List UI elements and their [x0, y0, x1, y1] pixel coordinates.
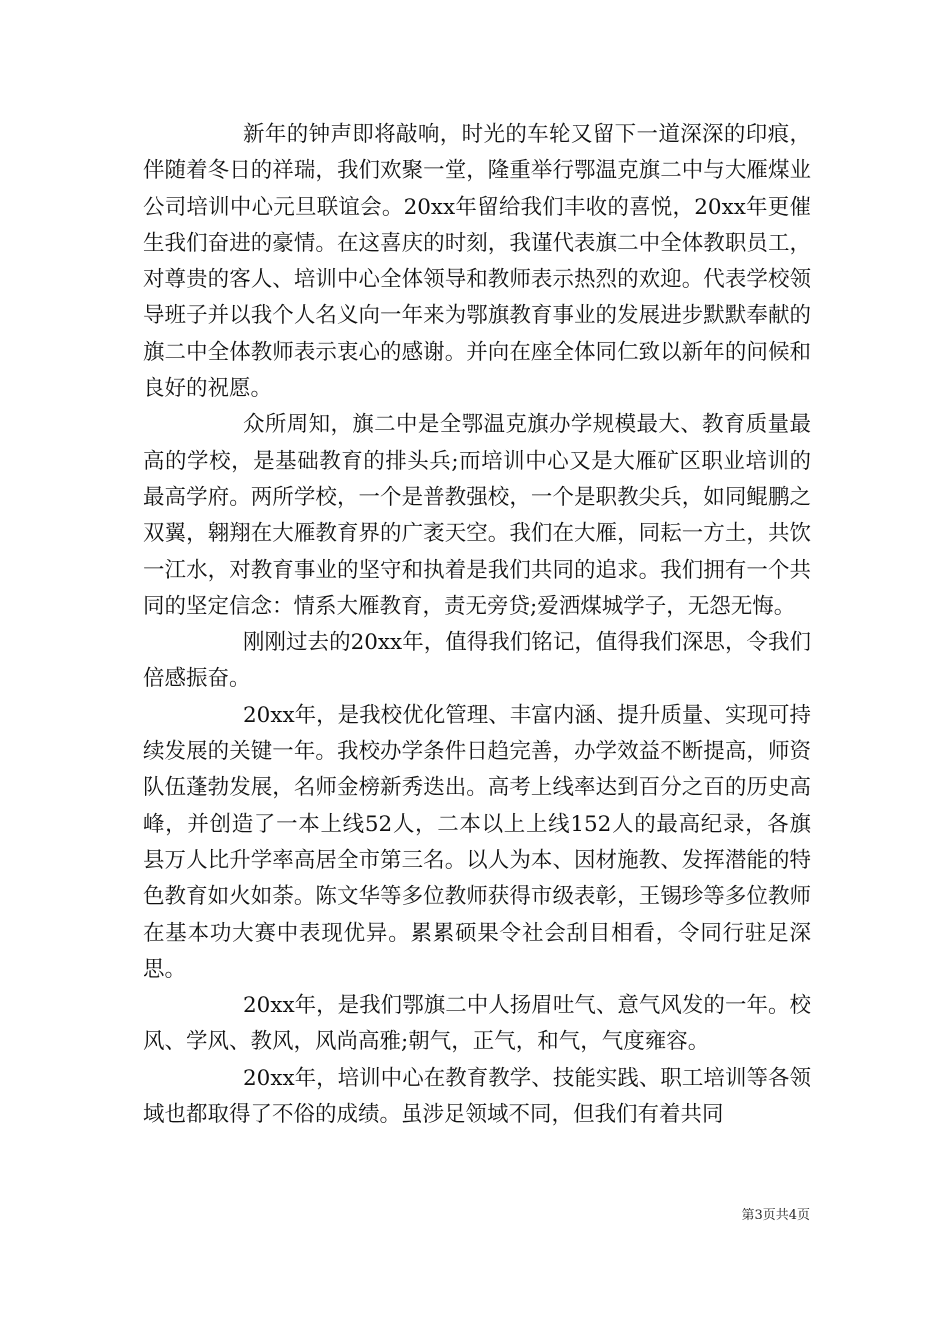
paragraph-3: 刚刚过去的20xx年，值得我们铭记，值得我们深思，令我们倍感振奋。 — [143, 630, 811, 692]
paragraph-4: 20xx年，是我校优化管理、丰富内涵、提升质量、实现可持续发展的关键一年。我校办学条件日趋完善，办学效益不断提高，师资队伍蓬勃发展，名师金榜新秀迭出。高考上线率达到百分之百的历史高峰，并创造了一本上线52人，二本以上上线152人的最高纪录，各旗县万人比升学率高居全市第三名。以人为本、因材施教、发挥潜能的特色教育如火如荼。陈文华等多位教师获得市级表彰，王锡珍等多位教师在基本功大赛中表现优异。累累硕果令社会刮目相看，令同行驻足深思。 — [143, 702, 811, 982]
paragraph-2: 众所周知，旗二中是全鄂温克旗办学规模最大、教育质量最高的学校，是基础教育的排头兵;而培训中心又是大雁矿区职业培训的最高学府。两所学校，一个是普教强校，一个是职教尖兵，如同鲲鹏之双翼，翱翔在大雁教育界的广袤天空。我们在大雁，同耘一方土，共饮一江水，对教育事业的坚守和执着是我们共同的追求。我们拥有一个共同的坚定信念：情系大雁教育，责无旁贷;爱洒煤城学子，无怨无悔。 — [143, 412, 811, 619]
page-number-footer: 第3页共4页 — [741, 1208, 810, 1223]
document-body — [143, 117, 811, 1133]
paragraph-5: 20xx年，是我们鄂旗二中人扬眉吐气、意气风发的一年。校风、学风、教风，风尚高雅;朝气，正气，和气，气度雍容。 — [143, 993, 811, 1055]
paragraph-1: 新年的钟声即将敲响，时光的车轮又留下一道深深的印痕，伴随着冬日的祥瑞，我们欢聚一堂，隆重举行鄂温克旗二中与大雁煤业公司培训中心元旦联谊会。20xx年留给我们丰收的喜悦，20xx年更催生我们奋进的豪情。在这喜庆的时刻，我谨代表旗二中全体教职员工，对尊贵的客人、培训中心全体领导和教师表示热烈的欢迎。代表学校领导班子并以我个人名义向一年来为鄂旗教育事业的发展进步默默奉献的旗二中全体教师表示衷心的感谢。并向在座全体同仁致以新年的问候和良好的祝愿。 — [143, 122, 811, 402]
paragraph-6: 20xx年，培训中心在教育教学、技能实践、职工培训等各领域也都取得了不俗的成绩。虽涉足领域不同，但我们有着共同 — [143, 1065, 811, 1128]
